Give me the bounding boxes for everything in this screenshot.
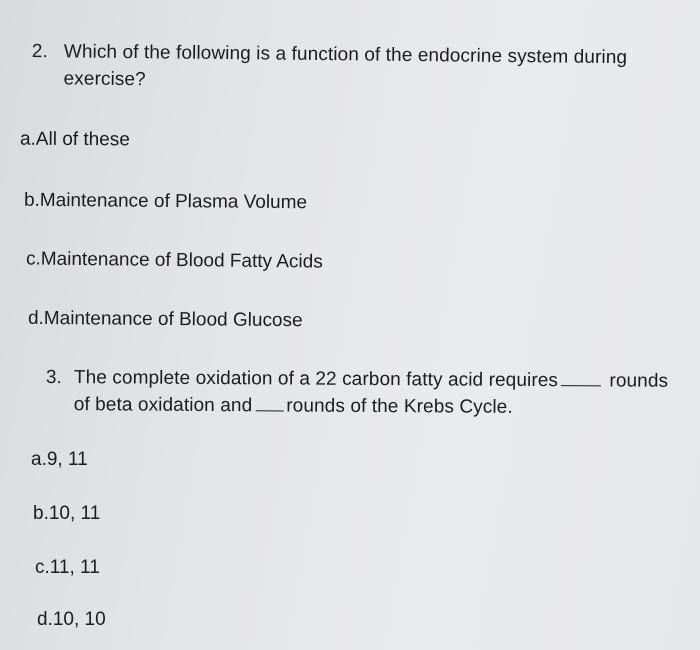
question-3-prompt-part-2: rounds <box>609 370 669 392</box>
question-2-prompt-line-1: Which of the following is a function of the endocrine system during <box>63 41 628 69</box>
question-2-option-b[interactable]: b.Maintenance of Plasma Volume <box>23 189 308 214</box>
question-3-option-d[interactable]: d.10, 10 <box>37 609 106 630</box>
question-2-prompt-line-2: exercise? <box>63 68 146 91</box>
question-3-prompt-part-4: rounds of the Krebs Cycle. <box>286 395 513 418</box>
question-2 <box>31 38 692 105</box>
question-2-option-c[interactable]: c.Maintenance of Blood Fatty Acids <box>25 248 323 273</box>
question-3 <box>46 364 696 428</box>
question-3-prompt-part-3: of beta oxidation and <box>73 394 253 417</box>
answer-blank-2 <box>255 409 283 411</box>
question-2-option-d[interactable]: d.Maintenance of Blood Glucose <box>27 307 303 332</box>
question-3-option-c[interactable]: c.11, 11 <box>35 557 100 578</box>
question-3-option-a[interactable]: a.9, 11 <box>31 449 88 470</box>
question-3-prompt-line-1 <box>74 364 694 395</box>
answer-blank-1 <box>561 384 601 386</box>
question-3-number: 3. <box>45 366 63 389</box>
question-3-prompt <box>74 364 694 422</box>
question-2-number: 2. <box>31 40 49 63</box>
question-2-option-a[interactable]: a.All of these <box>19 128 130 151</box>
question-2-prompt <box>63 38 684 98</box>
question-3-option-b[interactable]: b.10, 11 <box>33 503 101 524</box>
question-3-prompt-line-2 <box>74 391 694 422</box>
question-3-prompt-part-1: The complete oxidation of a 22 carbon fatty acid requires <box>73 367 559 392</box>
